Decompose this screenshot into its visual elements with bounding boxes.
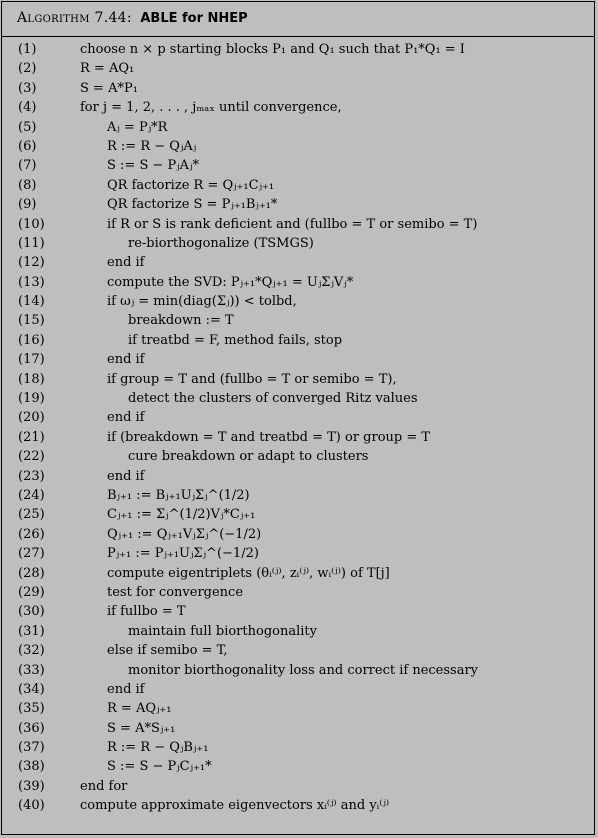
step-text: end for (80, 778, 128, 794)
algorithm-step (2, 389, 594, 408)
step-number: (38) (18, 759, 45, 775)
step-text: end if (107, 352, 145, 368)
algorithm-step (2, 350, 594, 369)
step-text: breakdown := T (128, 313, 234, 329)
step-text: QR factorize R = Qⱼ₊₁Cⱼ₊₁ (107, 177, 275, 193)
algorithm-step (2, 699, 594, 718)
algorithm-step (2, 118, 594, 137)
algorithm-step (2, 234, 594, 253)
step-text: S = A*Sⱼ₊₁ (107, 720, 176, 736)
step-number: (36) (18, 720, 45, 736)
step-text: Qⱼ₊₁ := Qⱼ₊₁VⱼΣⱼ^(−1/2) (107, 526, 262, 542)
algorithm-steps (2, 40, 594, 816)
step-number: (35) (18, 701, 45, 717)
step-number: (29) (18, 584, 45, 600)
step-number: (37) (18, 740, 45, 756)
step-number: (6) (18, 138, 37, 154)
algorithm-step (2, 602, 594, 621)
algorithm-step (2, 156, 594, 175)
step-text: if (breakdown = T and treatbd = T) or group = T (107, 429, 431, 445)
step-number: (34) (18, 681, 45, 697)
algorithm-step (2, 486, 594, 505)
step-text: test for convergence (107, 584, 244, 600)
step-number: (12) (18, 255, 45, 271)
algorithm-step (2, 447, 594, 466)
algorithm-step (2, 680, 594, 699)
step-text: R := R − QⱼAⱼ (107, 138, 197, 154)
algorithm-step (2, 467, 594, 486)
step-number: (23) (18, 468, 45, 484)
algorithm-step (2, 738, 594, 757)
algorithm-step (2, 59, 594, 78)
algorithm-step (2, 641, 594, 660)
step-number: (27) (18, 546, 45, 562)
algorithm-step (2, 311, 594, 330)
step-text: else if semibo = T, (107, 643, 228, 659)
step-text: end if (107, 468, 145, 484)
step-number: (11) (18, 235, 45, 251)
step-number: (14) (18, 294, 45, 310)
step-text: detect the clusters of converged Ritz values (128, 391, 418, 407)
algorithm-step (2, 98, 594, 117)
step-number: (13) (18, 274, 45, 290)
algorithm-step (2, 408, 594, 427)
algorithm-step (2, 757, 594, 776)
algorithm-step (2, 273, 594, 292)
algorithm-step (2, 137, 594, 156)
step-text: Cⱼ₊₁ := Σⱼ^(1/2)Vⱼ*Cⱼ₊₁ (107, 507, 256, 523)
step-text: re-biorthogonalize (TSMGS) (128, 235, 314, 251)
step-text: if R or S is rank deficient and (fullbo = T or semibo = T) (107, 216, 478, 232)
step-text: S = A*P₁ (80, 80, 138, 96)
step-number: (18) (18, 371, 45, 387)
algorithm-step (2, 176, 594, 195)
step-text: S := S − PⱼCⱼ₊₁* (107, 759, 212, 775)
algorithm-title (17, 10, 248, 26)
step-number: (22) (18, 449, 45, 465)
step-text: maintain full biorthogonality (128, 623, 317, 639)
algorithm-step (2, 195, 594, 214)
step-number: (39) (18, 778, 45, 794)
algorithm-step (2, 719, 594, 738)
algorithm-step (2, 40, 594, 59)
step-number: (10) (18, 216, 45, 232)
step-text: if ωⱼ = min(diag(Σⱼ)) < tolbd, (107, 294, 297, 310)
step-text: S := S − PⱼAⱼ* (107, 158, 200, 174)
step-text: R = AQ₁ (80, 61, 135, 77)
step-text: if group = T and (fullbo = T or semibo = T), (107, 371, 397, 387)
algorithm-step (2, 505, 594, 524)
step-number: (3) (18, 80, 37, 96)
step-number: (4) (18, 100, 37, 116)
algorithm-step (2, 253, 594, 272)
step-text: end if (107, 410, 145, 426)
step-text: QR factorize S = Pⱼ₊₁Bⱼ₊₁* (107, 197, 278, 213)
step-number: (25) (18, 507, 45, 523)
step-number: (20) (18, 410, 45, 426)
algorithm-step (2, 564, 594, 583)
step-number: (19) (18, 391, 45, 407)
step-text: compute approximate eigenvectors xᵢ⁽ʲ⁾ and yᵢ⁽ʲ⁾ (80, 798, 390, 814)
step-text: if fullbo = T (107, 604, 186, 620)
step-text: Bⱼ₊₁ := Bⱼ₊₁UⱼΣⱼ^(1/2) (107, 487, 250, 503)
step-text: choose n × p starting blocks P₁ and Q₁ such that P₁*Q₁ = I (80, 42, 465, 57)
step-number: (26) (18, 526, 45, 542)
step-text: if treatbd = F, method fails, stop (128, 332, 343, 348)
step-text: compute eigentriplets (θᵢ⁽ʲ⁾, zᵢ⁽ʲ⁾, wᵢ⁽ʲ⁾) of T[j] (107, 565, 390, 581)
step-number: (30) (18, 604, 45, 620)
algorithm-step (2, 428, 594, 447)
step-number: (33) (18, 662, 45, 678)
step-text: cure breakdown or adapt to clusters (128, 449, 369, 465)
algorithm-box (1, 1, 595, 835)
step-text: R := R − QⱼBⱼ₊₁ (107, 740, 209, 756)
algorithm-step (2, 583, 594, 602)
step-number: (40) (18, 798, 45, 814)
step-number: (28) (18, 565, 45, 581)
algorithm-header (2, 2, 594, 37)
step-number: (2) (18, 61, 37, 77)
step-number: (16) (18, 332, 45, 348)
algorithm-step (2, 796, 594, 815)
step-number: (15) (18, 313, 45, 329)
algorithm-step (2, 544, 594, 563)
step-number: (21) (18, 429, 45, 445)
step-number: (8) (18, 177, 37, 193)
step-number: (31) (18, 623, 45, 639)
algorithm-step (2, 661, 594, 680)
step-text: end if (107, 681, 145, 697)
step-text: Pⱼ₊₁ := Pⱼ₊₁UⱼΣⱼ^(−1/2) (107, 546, 259, 562)
algorithm-name: ABLE for NHEP (140, 11, 248, 26)
step-text: monitor biorthogonality loss and correct if necessary (128, 662, 479, 678)
algorithm-step (2, 370, 594, 389)
algorithm-label: Algorithm 7.44: (17, 10, 132, 26)
step-number: (24) (18, 487, 45, 503)
algorithm-step (2, 525, 594, 544)
step-number: (32) (18, 643, 45, 659)
algorithm-step (2, 777, 594, 796)
algorithm-step (2, 79, 594, 98)
step-text: Aⱼ = Pⱼ*R (107, 119, 168, 135)
step-number: (7) (18, 158, 37, 174)
step-number: (5) (18, 119, 37, 135)
step-text: R = AQⱼ₊₁ (107, 701, 172, 717)
algorithm-step (2, 331, 594, 350)
step-number: (17) (18, 352, 45, 368)
algorithm-step (2, 292, 594, 311)
algorithm-step (2, 215, 594, 234)
step-number: (9) (18, 197, 37, 213)
step-text: end if (107, 255, 145, 271)
step-text: for j = 1, 2, . . . , jₘₐₓ until convergence, (80, 100, 342, 116)
step-text: compute the SVD: Pⱼ₊₁*Qⱼ₊₁ = UⱼΣⱼVⱼ* (107, 274, 354, 290)
step-number: (1) (18, 42, 37, 57)
algorithm-step (2, 622, 594, 641)
